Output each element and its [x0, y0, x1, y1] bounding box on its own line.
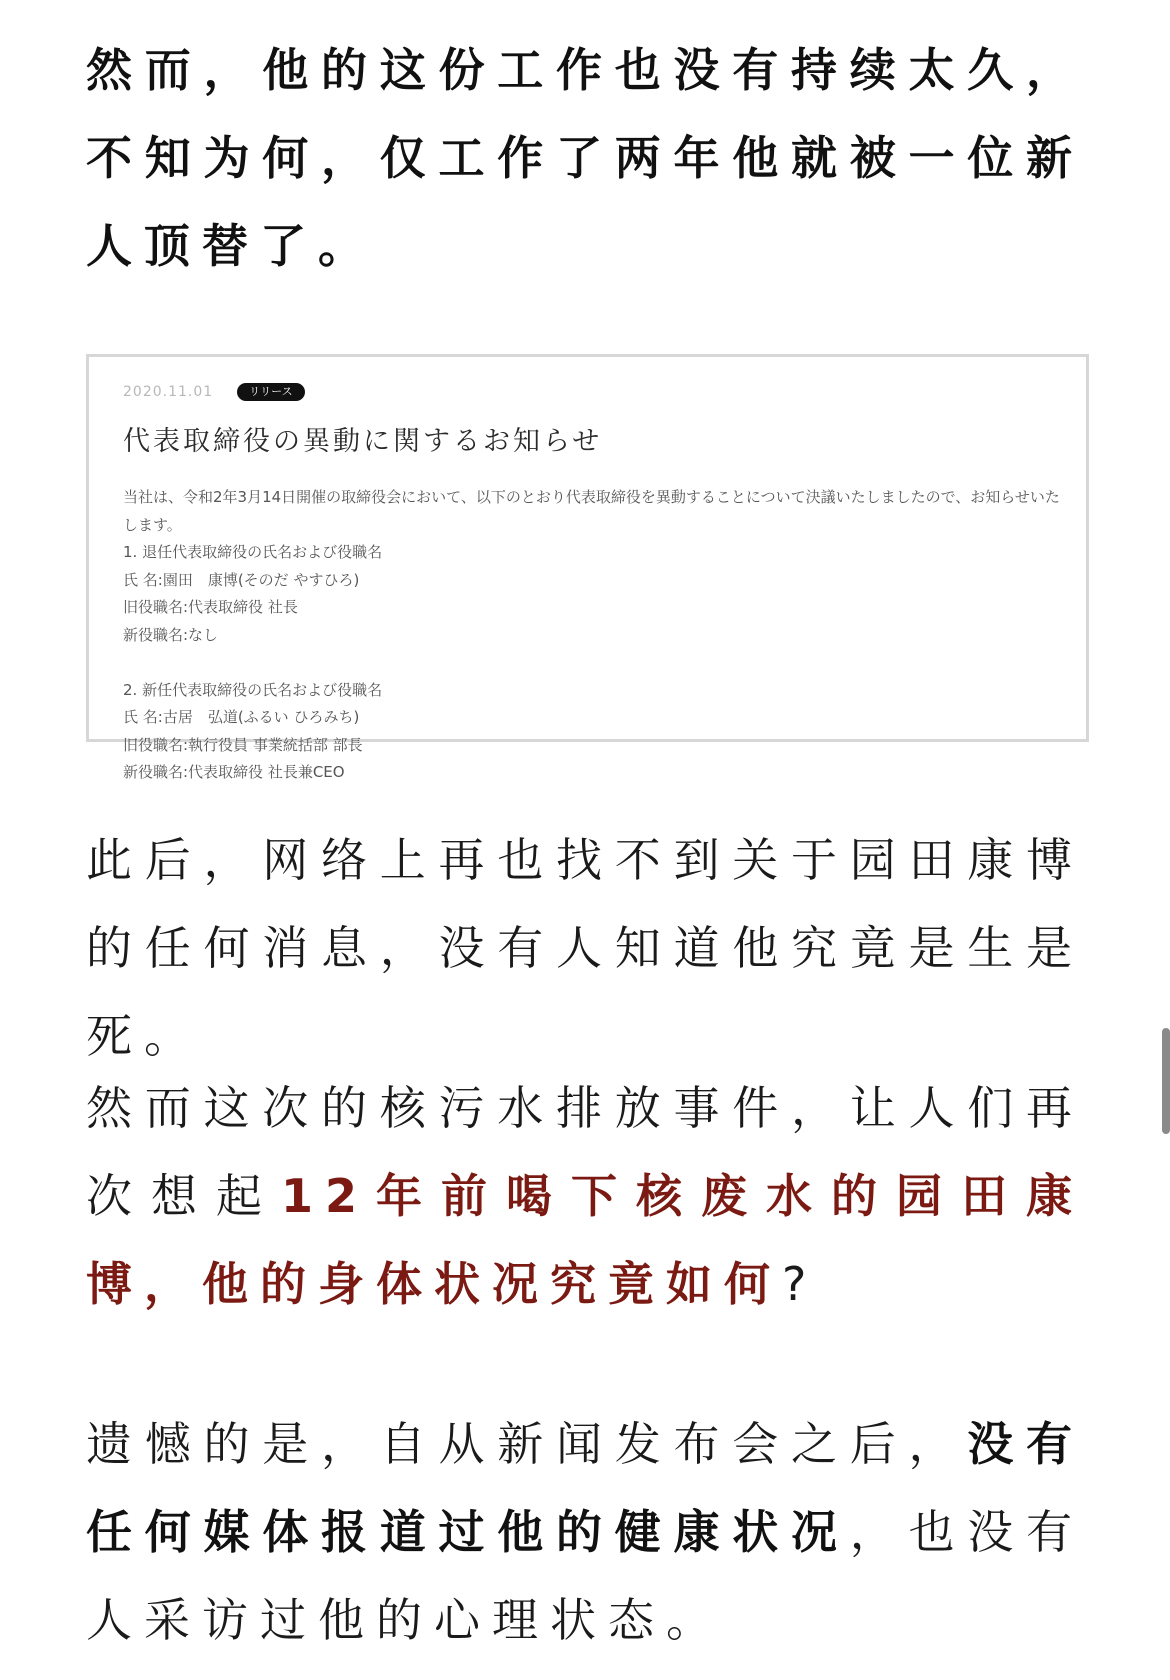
- paragraph-3-text: 然而这次的核污水排放事件，让人们再次想起: [86, 1081, 1084, 1223]
- notice-gap: [123, 649, 1066, 677]
- paragraph-4-end: ，也没有人采访过他的心理状态。: [86, 1505, 1084, 1647]
- notice-section2-new-title: 新役職名:代表取締役 社長兼CEO: [123, 763, 345, 781]
- notice-screenshot: [86, 354, 1089, 781]
- paragraph-4: [86, 1400, 1084, 1664]
- notice-title: 代表取締役の異動に関するお知らせ: [123, 426, 603, 457]
- notice-body: [123, 484, 1066, 787]
- notice-section1-old-title: 旧役職名:代表取締役 社長: [123, 598, 298, 616]
- paragraph-4-bold: 没有任何媒体报道过他的健康状况: [86, 1417, 1084, 1559]
- notice-date: 2020.11.01: [123, 384, 214, 400]
- notice-section2-name: 氏 名:古居 弘道(ふるい ひろみち): [123, 708, 360, 726]
- notice-section2-old-title: 旧役職名:執行役員 事業統括部 部長: [123, 735, 363, 754]
- notice-section1-new-title: 新役職名:なし: [123, 625, 219, 644]
- notice-section1-heading: 1. 退任代表取締役の氏名および役職名: [123, 543, 383, 561]
- article-top: [86, 26, 1084, 290]
- notice-meta: [123, 379, 1066, 405]
- notice-section1-name: 氏 名:園田 康博(そのだ やすひろ): [123, 570, 360, 589]
- notice-content: [123, 379, 1066, 787]
- notice-section2-heading: 2. 新任代表取締役の氏名および役職名: [123, 680, 383, 699]
- scrollbar-thumb[interactable]: [1162, 1028, 1170, 1134]
- paragraph-3: [86, 1064, 1084, 1328]
- paragraph-4-text: 遗憾的是，自从新闻发布会之后，: [86, 1417, 968, 1471]
- paragraph-3-highlight: 12年前喝下核废水的园田康博，他的身体状况究竟如何: [86, 1169, 1085, 1311]
- paragraph-1: 然而，他的这份工作也没有持续太久，不知为何，仅工作了两年他就被一位新人顶替了。: [86, 43, 1084, 273]
- notice-tag-badge: リリース: [237, 383, 304, 401]
- notice-intro: 当社は、令和2年3月14日開催の取締役会において、以下のとおり代表取締役を異動することについて決議いたしましたので、お知らせいたします。: [123, 488, 1060, 534]
- paragraph-2: 此后，网络上再也找不到关于园田康博的任何消息，没有人知道他究竟是生是死。: [86, 833, 1084, 1063]
- paragraph-3-end: ?: [782, 1257, 819, 1311]
